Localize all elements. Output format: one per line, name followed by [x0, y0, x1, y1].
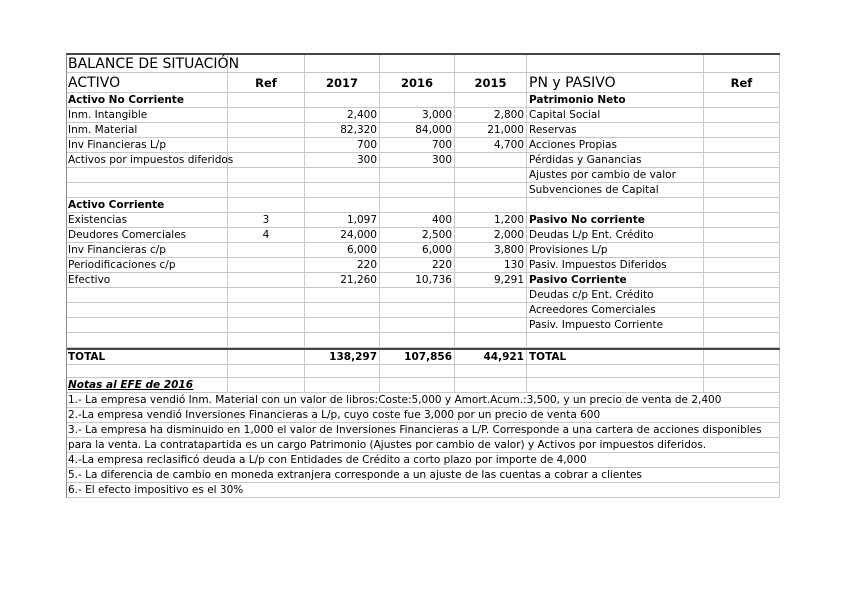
spacer-row: [66, 365, 780, 378]
notes-title-row-cell[interactable]: [455, 378, 527, 393]
asset-ref[interactable]: [228, 93, 305, 108]
total-label[interactable]: TOTAL: [66, 350, 228, 365]
note-text: 2.-La empresa vendió Inversiones Financieras a L/p, cuyo coste fue 3,000 por un precio de venta 600: [68, 409, 601, 421]
asset-label[interactable]: [66, 318, 228, 333]
header-row: [66, 73, 780, 93]
liability-ref[interactable]: [704, 258, 780, 273]
value-2017[interactable]: [305, 183, 380, 198]
asset-label[interactable]: Activos por impuestos diferidos: [68, 154, 234, 166]
liability-ref[interactable]: [704, 183, 780, 198]
value-2017[interactable]: [305, 198, 380, 213]
value-2016[interactable]: 300: [380, 153, 455, 168]
note-right-border: [779, 423, 780, 437]
liability-ref[interactable]: [704, 333, 780, 348]
value-2017[interactable]: 2,400: [305, 108, 380, 123]
note-text: 6.- El efecto impositivo es el 30%: [68, 484, 244, 496]
empty-cell[interactable]: [455, 365, 527, 378]
asset-label[interactable]: [66, 303, 228, 318]
asset-ref[interactable]: [228, 303, 305, 318]
total-ref[interactable]: [228, 350, 305, 365]
total-2017[interactable]: 138,297: [305, 350, 380, 365]
liability-label[interactable]: Acreedores Comerciales: [527, 303, 704, 318]
asset-label[interactable]: Activo Corriente: [66, 198, 228, 213]
liability-label[interactable]: [527, 333, 704, 348]
asset-label[interactable]: Deudores Comerciales: [66, 228, 228, 243]
value-2015[interactable]: [455, 333, 527, 348]
asset-label[interactable]: Activo No Corriente: [66, 93, 228, 108]
note-row: [66, 453, 780, 468]
value-2017[interactable]: 24,000: [305, 228, 380, 243]
note-text: 3.- La empresa ha disminuido en 1,000 el valor de Inversiones Financieras a L/P. Corresponde a una cartera de acciones disponibles: [68, 424, 762, 436]
empty-cell[interactable]: [66, 365, 228, 378]
table-row: [66, 228, 780, 243]
liability-label[interactable]: Pérdidas y Ganancias: [527, 153, 704, 168]
value-2016[interactable]: [380, 303, 455, 318]
asset-ref[interactable]: [228, 243, 305, 258]
table-row: [66, 138, 780, 153]
title-row-cell[interactable]: [455, 55, 527, 73]
liability-ref[interactable]: [704, 93, 780, 108]
value-2016[interactable]: [380, 198, 455, 213]
asset-ref[interactable]: [228, 153, 305, 168]
liability-ref[interactable]: [704, 228, 780, 243]
header-ref-2[interactable]: Ref: [704, 73, 780, 93]
value-2017[interactable]: [305, 333, 380, 348]
note-right-border: [779, 393, 780, 407]
note-right-border: [779, 468, 780, 482]
note-text: 4.-La empresa reclasificó deuda a L/p con Entidades de Crédito a corto plazo por importe de 4,000: [68, 454, 587, 466]
value-2015[interactable]: 2,000: [455, 228, 527, 243]
title-row-cell[interactable]: [527, 55, 704, 73]
liability-ref[interactable]: [704, 168, 780, 183]
note-row: [66, 423, 780, 438]
value-2015[interactable]: 21,000: [455, 123, 527, 138]
table-row: [66, 273, 780, 288]
asset-label[interactable]: [66, 288, 228, 303]
sheet-title[interactable]: BALANCE DE SITUACIÓN: [68, 56, 240, 72]
title-row-cell[interactable]: [228, 55, 305, 73]
liability-label[interactable]: Provisiones L/p: [527, 243, 704, 258]
asset-ref[interactable]: [228, 168, 305, 183]
value-2017[interactable]: 21,260: [305, 273, 380, 288]
liability-label[interactable]: Deudas L/p Ent. Crédito: [527, 228, 704, 243]
value-2015[interactable]: [455, 93, 527, 108]
table-row: [66, 183, 780, 198]
value-2015[interactable]: [455, 303, 527, 318]
liability-label[interactable]: Pasiv. Impuesto Corriente: [527, 318, 704, 333]
total-2015[interactable]: 44,921: [455, 350, 527, 365]
value-2016[interactable]: 2,500: [380, 228, 455, 243]
table-row: [66, 258, 780, 273]
asset-ref[interactable]: [228, 273, 305, 288]
asset-ref[interactable]: [228, 198, 305, 213]
total-row: [66, 350, 780, 365]
value-2016[interactable]: 84,000: [380, 123, 455, 138]
asset-ref[interactable]: [228, 138, 305, 153]
liability-label[interactable]: Pasiv. Impuestos Diferidos: [527, 258, 704, 273]
value-2017[interactable]: 700: [305, 138, 380, 153]
value-2016[interactable]: 400: [380, 213, 455, 228]
liability-label[interactable]: Deudas c/p Ent. Crédito: [527, 288, 704, 303]
empty-cell[interactable]: [380, 365, 455, 378]
title-row-cell[interactable]: [704, 55, 780, 73]
value-2016[interactable]: [380, 318, 455, 333]
liability-label[interactable]: Ajustes por cambio de valor: [527, 168, 704, 183]
value-2016[interactable]: [380, 333, 455, 348]
table-row: [66, 318, 780, 333]
asset-ref[interactable]: [228, 333, 305, 348]
value-2015[interactable]: 4,700: [455, 138, 527, 153]
asset-label[interactable]: Efectivo: [66, 273, 228, 288]
table-row: [66, 333, 780, 348]
value-2017[interactable]: 82,320: [305, 123, 380, 138]
liability-ref[interactable]: [704, 318, 780, 333]
liability-label[interactable]: Pasivo Corriente: [527, 273, 704, 288]
empty-cell[interactable]: [704, 365, 780, 378]
value-2017[interactable]: [305, 93, 380, 108]
notes-title-row-cell[interactable]: [380, 378, 455, 393]
value-2017[interactable]: [305, 318, 380, 333]
title-row-cell[interactable]: [380, 55, 455, 73]
asset-ref[interactable]: [228, 108, 305, 123]
asset-label[interactable]: Existencias: [66, 213, 228, 228]
asset-ref[interactable]: 4: [228, 228, 305, 243]
value-2016[interactable]: 3,000: [380, 108, 455, 123]
liability-label[interactable]: Capital Social: [527, 108, 704, 123]
value-2015[interactable]: 3,800: [455, 243, 527, 258]
header-ref[interactable]: Ref: [228, 73, 305, 93]
header-2015[interactable]: 2015: [455, 73, 527, 93]
asset-label[interactable]: Inv Financieras L/p: [66, 138, 228, 153]
liability-label[interactable]: Patrimonio Neto: [527, 93, 704, 108]
asset-ref[interactable]: [228, 288, 305, 303]
asset-label[interactable]: [66, 333, 228, 348]
liability-label[interactable]: Acciones Propias: [527, 138, 704, 153]
header-2017[interactable]: 2017: [305, 73, 380, 93]
liability-ref[interactable]: [704, 123, 780, 138]
value-2017[interactable]: 1,097: [305, 213, 380, 228]
asset-label[interactable]: Periodificaciones c/p: [66, 258, 228, 273]
value-2016[interactable]: 6,000: [380, 243, 455, 258]
table-row: [66, 93, 780, 108]
value-2016[interactable]: [380, 288, 455, 303]
table-row: [66, 198, 780, 213]
note-text: para la venta. La contratapartida es un cargo Patrimonio (Ajustes por cambio de valor) y Activos por impuestos diferidos.: [68, 439, 707, 451]
liability-label[interactable]: Pasivo No corriente: [527, 213, 704, 228]
value-2015[interactable]: [455, 318, 527, 333]
title-row: [66, 55, 780, 73]
sheet-left-border: [66, 54, 67, 498]
empty-cell[interactable]: [527, 365, 704, 378]
liability-ref[interactable]: [704, 108, 780, 123]
liability-ref[interactable]: [704, 303, 780, 318]
liability-label[interactable]: Subvenciones de Capital: [527, 183, 704, 198]
note-text: 5.- La diferencia de cambio en moneda extranjera corresponde a un ajuste de las cuentas a cobrar a clientes: [68, 469, 643, 481]
liability-ref[interactable]: [704, 198, 780, 213]
value-2015[interactable]: [455, 198, 527, 213]
value-2016[interactable]: 700: [380, 138, 455, 153]
liability-label[interactable]: Reservas: [527, 123, 704, 138]
value-2017[interactable]: 220: [305, 258, 380, 273]
value-2015[interactable]: [455, 153, 527, 168]
table-row: [66, 213, 780, 228]
empty-cell[interactable]: [305, 365, 380, 378]
note-row: [66, 483, 780, 498]
liability-ref[interactable]: [704, 243, 780, 258]
value-2017[interactable]: [305, 168, 380, 183]
table-row: [66, 108, 780, 123]
note-row: [66, 408, 780, 423]
notes-title-row-cell[interactable]: [228, 378, 305, 393]
liability-ref[interactable]: [704, 153, 780, 168]
value-2015[interactable]: 130: [455, 258, 527, 273]
liability-ref[interactable]: [704, 138, 780, 153]
value-2016[interactable]: 220: [380, 258, 455, 273]
asset-label[interactable]: Inm. Intangible: [66, 108, 228, 123]
note-right-border: [779, 483, 780, 497]
total-ref-2[interactable]: [704, 350, 780, 365]
header-2016[interactable]: 2016: [380, 73, 455, 93]
value-2017[interactable]: 6,000: [305, 243, 380, 258]
table-row: [66, 288, 780, 303]
value-2015[interactable]: 1,200: [455, 213, 527, 228]
note-text: 1.- La empresa vendió Inm. Material con un valor de libros:Coste:5,000 y Amort.Acum.:3,500, y un precio de venta de 2,400: [68, 394, 722, 406]
table-row: [66, 303, 780, 318]
note-row: [66, 438, 780, 453]
header-activo[interactable]: ACTIVO: [66, 73, 228, 93]
note-right-border: [779, 438, 780, 452]
header-pn-pasivo[interactable]: PN y PASIVO: [527, 73, 704, 93]
asset-ref[interactable]: 3: [228, 213, 305, 228]
notes-title-row-cell[interactable]: [305, 378, 380, 393]
value-2017[interactable]: [305, 288, 380, 303]
note-right-border: [779, 408, 780, 422]
note-right-border: [779, 453, 780, 467]
note-row: [66, 468, 780, 483]
table-row: [66, 123, 780, 138]
title-row-cell[interactable]: [305, 55, 380, 73]
total-2016[interactable]: 107,856: [380, 350, 455, 365]
value-2016[interactable]: [380, 183, 455, 198]
notes-title[interactable]: Notas al EFE de 2016: [66, 378, 228, 393]
notes-title-row-cell[interactable]: [527, 378, 704, 393]
asset-ref[interactable]: [228, 183, 305, 198]
asset-label[interactable]: [66, 168, 228, 183]
asset-label[interactable]: Inv Financieras c/p: [66, 243, 228, 258]
value-2015[interactable]: [455, 288, 527, 303]
table-row: [66, 168, 780, 183]
asset-ref[interactable]: [228, 258, 305, 273]
asset-label[interactable]: Inm. Material: [66, 123, 228, 138]
value-2017[interactable]: [305, 303, 380, 318]
asset-ref[interactable]: [228, 318, 305, 333]
table-row: [66, 153, 780, 168]
value-2015[interactable]: [455, 183, 527, 198]
value-2015[interactable]: [455, 168, 527, 183]
notes-title-row-cell[interactable]: [704, 378, 780, 393]
liability-ref[interactable]: [704, 213, 780, 228]
note-row: [66, 393, 780, 408]
asset-ref[interactable]: [228, 123, 305, 138]
asset-label[interactable]: [66, 183, 228, 198]
liability-ref[interactable]: [704, 273, 780, 288]
total-pn-label[interactable]: TOTAL: [527, 350, 704, 365]
value-2016[interactable]: [380, 168, 455, 183]
value-2017[interactable]: 300: [305, 153, 380, 168]
empty-cell[interactable]: [228, 365, 305, 378]
value-2015[interactable]: 9,291: [455, 273, 527, 288]
value-2016[interactable]: [380, 93, 455, 108]
value-2015[interactable]: 2,800: [455, 108, 527, 123]
notes-title-row: [66, 378, 780, 393]
liability-label[interactable]: [527, 198, 704, 213]
liability-ref[interactable]: [704, 288, 780, 303]
table-row: [66, 243, 780, 258]
value-2016[interactable]: 10,736: [380, 273, 455, 288]
